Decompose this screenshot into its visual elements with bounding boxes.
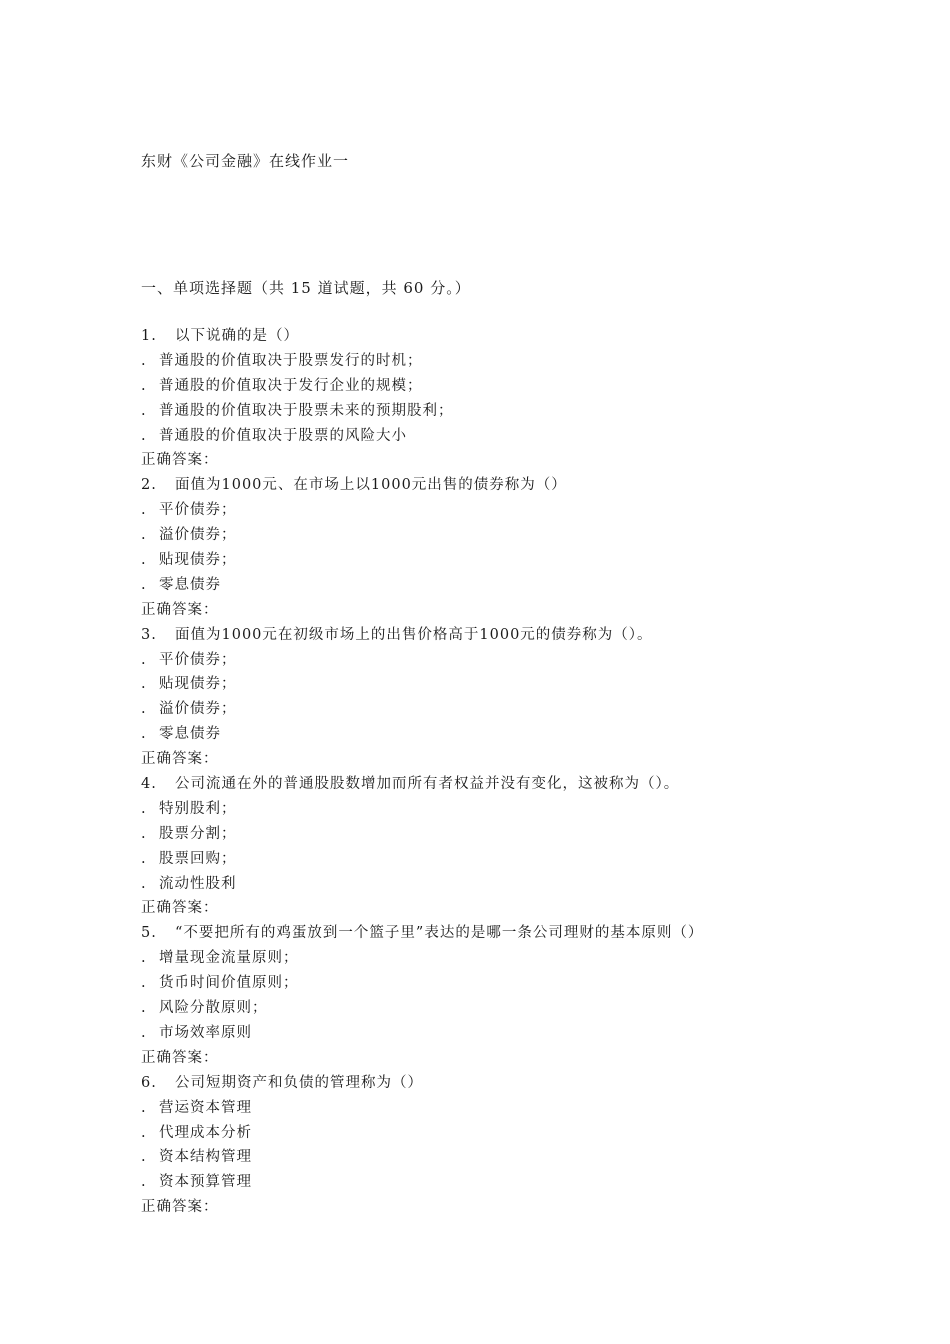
option-text: 平价债券；: [159, 502, 237, 519]
option-marker: .: [141, 1174, 147, 1191]
option-text: 市场效率原则: [159, 1024, 252, 1041]
option-item: [141, 548, 921, 573]
question-stem: [141, 623, 921, 648]
question-3: [141, 623, 921, 772]
question-number: 2.: [141, 477, 157, 494]
option-item: [141, 946, 921, 971]
option-marker: .: [141, 1124, 147, 1141]
option-text: 股票回购；: [159, 850, 237, 867]
option-item: [141, 822, 921, 847]
option-marker: .: [141, 527, 147, 544]
option-marker: .: [141, 576, 147, 593]
question-text: 公司短期资产和负债的管理称为（）: [175, 1074, 423, 1091]
option-text: 零息债券: [159, 726, 221, 743]
option-item: [141, 399, 921, 424]
option-marker: .: [141, 1000, 147, 1017]
option-marker: .: [141, 651, 147, 668]
answer-label: 正确答案：: [141, 751, 219, 768]
option-text: 货币时间价值原则；: [159, 975, 299, 992]
option-item: [141, 523, 921, 548]
option-text: 贴现债券；: [159, 676, 237, 693]
option-item: [141, 847, 921, 872]
question-number: 6.: [141, 1074, 157, 1091]
option-item: [141, 498, 921, 523]
option-item: [141, 1021, 921, 1046]
question-stem: [141, 1071, 921, 1096]
question-text: 面值为1000元、在市场上以1000元出售的债券称为（）: [175, 477, 567, 494]
option-text: 平价债券；: [159, 651, 237, 668]
question-text: 面值为1000元在初级市场上的出售价格高于1000元的债券称为（）。: [175, 626, 653, 643]
option-item: [141, 872, 921, 897]
option-marker: .: [141, 875, 147, 892]
question-number: 4.: [141, 776, 157, 793]
option-text: 普通股的价值取决于股票发行的时机；: [159, 352, 423, 369]
document-title: 东财《公司金融》在线作业一: [141, 152, 350, 170]
section-header: 一、单项选择题（共 15 道试题，共 60 分。）: [141, 279, 471, 297]
option-marker: .: [141, 701, 147, 718]
option-text: 代理成本分析: [159, 1124, 252, 1141]
option-item: [141, 797, 921, 822]
question-list: [141, 324, 921, 1220]
option-item: [141, 573, 921, 598]
option-item: [141, 648, 921, 673]
option-item: [141, 697, 921, 722]
question-stem: [141, 921, 921, 946]
option-marker: .: [141, 1149, 147, 1166]
option-item: [141, 1170, 921, 1195]
option-item: [141, 1096, 921, 1121]
answer-label: 正确答案：: [141, 452, 219, 469]
option-text: 流动性股利: [159, 875, 237, 892]
option-text: 普通股的价值取决于股票的风险大小: [159, 427, 407, 444]
option-item: [141, 722, 921, 747]
option-item: [141, 374, 921, 399]
option-marker: .: [141, 552, 147, 569]
option-text: 溢价债券；: [159, 701, 237, 718]
question-text: “不要把所有的鸡蛋放到一个篮子里”表达的是哪一条公司理财的基本原则（）: [175, 925, 704, 942]
question-4: [141, 772, 921, 921]
option-text: 普通股的价值取决于发行企业的规模；: [159, 377, 423, 394]
option-item: [141, 971, 921, 996]
option-marker: .: [141, 1024, 147, 1041]
question-stem: [141, 324, 921, 349]
option-item: [141, 424, 921, 449]
question-stem: [141, 772, 921, 797]
question-1: [141, 324, 921, 473]
answer-label: 正确答案：: [141, 900, 219, 917]
question-text: 以下说确的是（）: [175, 328, 299, 344]
option-marker: .: [141, 377, 147, 394]
option-marker: .: [141, 1099, 147, 1116]
option-item: [141, 349, 921, 374]
question-stem: [141, 473, 921, 498]
answer-label: 正确答案：: [141, 601, 219, 618]
option-text: 资本结构管理: [159, 1149, 252, 1166]
option-item: [141, 672, 921, 697]
option-marker: .: [141, 825, 147, 842]
option-marker: .: [141, 427, 147, 444]
question-number: 3.: [141, 626, 157, 643]
question-text: 公司流通在外的普通股股数增加而所有者权益并没有变化，这被称为（）。: [175, 776, 680, 793]
option-marker: .: [141, 726, 147, 743]
option-item: [141, 1145, 921, 1170]
option-marker: .: [141, 676, 147, 693]
option-marker: .: [141, 502, 147, 519]
question-6: [141, 1071, 921, 1220]
question-5: [141, 921, 921, 1070]
option-text: 营运资本管理: [159, 1099, 252, 1116]
option-text: 增量现金流量原则；: [159, 950, 299, 967]
option-text: 溢价债券；: [159, 527, 237, 544]
option-text: 股票分割；: [159, 825, 237, 842]
option-text: 贴现债券；: [159, 552, 237, 569]
question-number: 1.: [141, 328, 157, 344]
option-marker: .: [141, 950, 147, 967]
option-text: 资本预算管理: [159, 1174, 252, 1191]
question-number: 5.: [141, 925, 157, 942]
option-marker: .: [141, 800, 147, 817]
answer-label: 正确答案：: [141, 1049, 219, 1066]
option-marker: .: [141, 352, 147, 369]
option-marker: .: [141, 850, 147, 867]
option-item: [141, 1121, 921, 1146]
option-marker: .: [141, 402, 147, 419]
option-text: 特别股利；: [159, 800, 237, 817]
question-2: [141, 473, 921, 622]
option-text: 风险分散原则；: [159, 1000, 268, 1017]
option-text: 普通股的价值取决于股票未来的预期股利；: [159, 402, 454, 419]
answer-label: 正确答案：: [141, 1199, 219, 1216]
option-item: [141, 996, 921, 1021]
option-marker: .: [141, 975, 147, 992]
option-text: 零息债券: [159, 576, 221, 593]
